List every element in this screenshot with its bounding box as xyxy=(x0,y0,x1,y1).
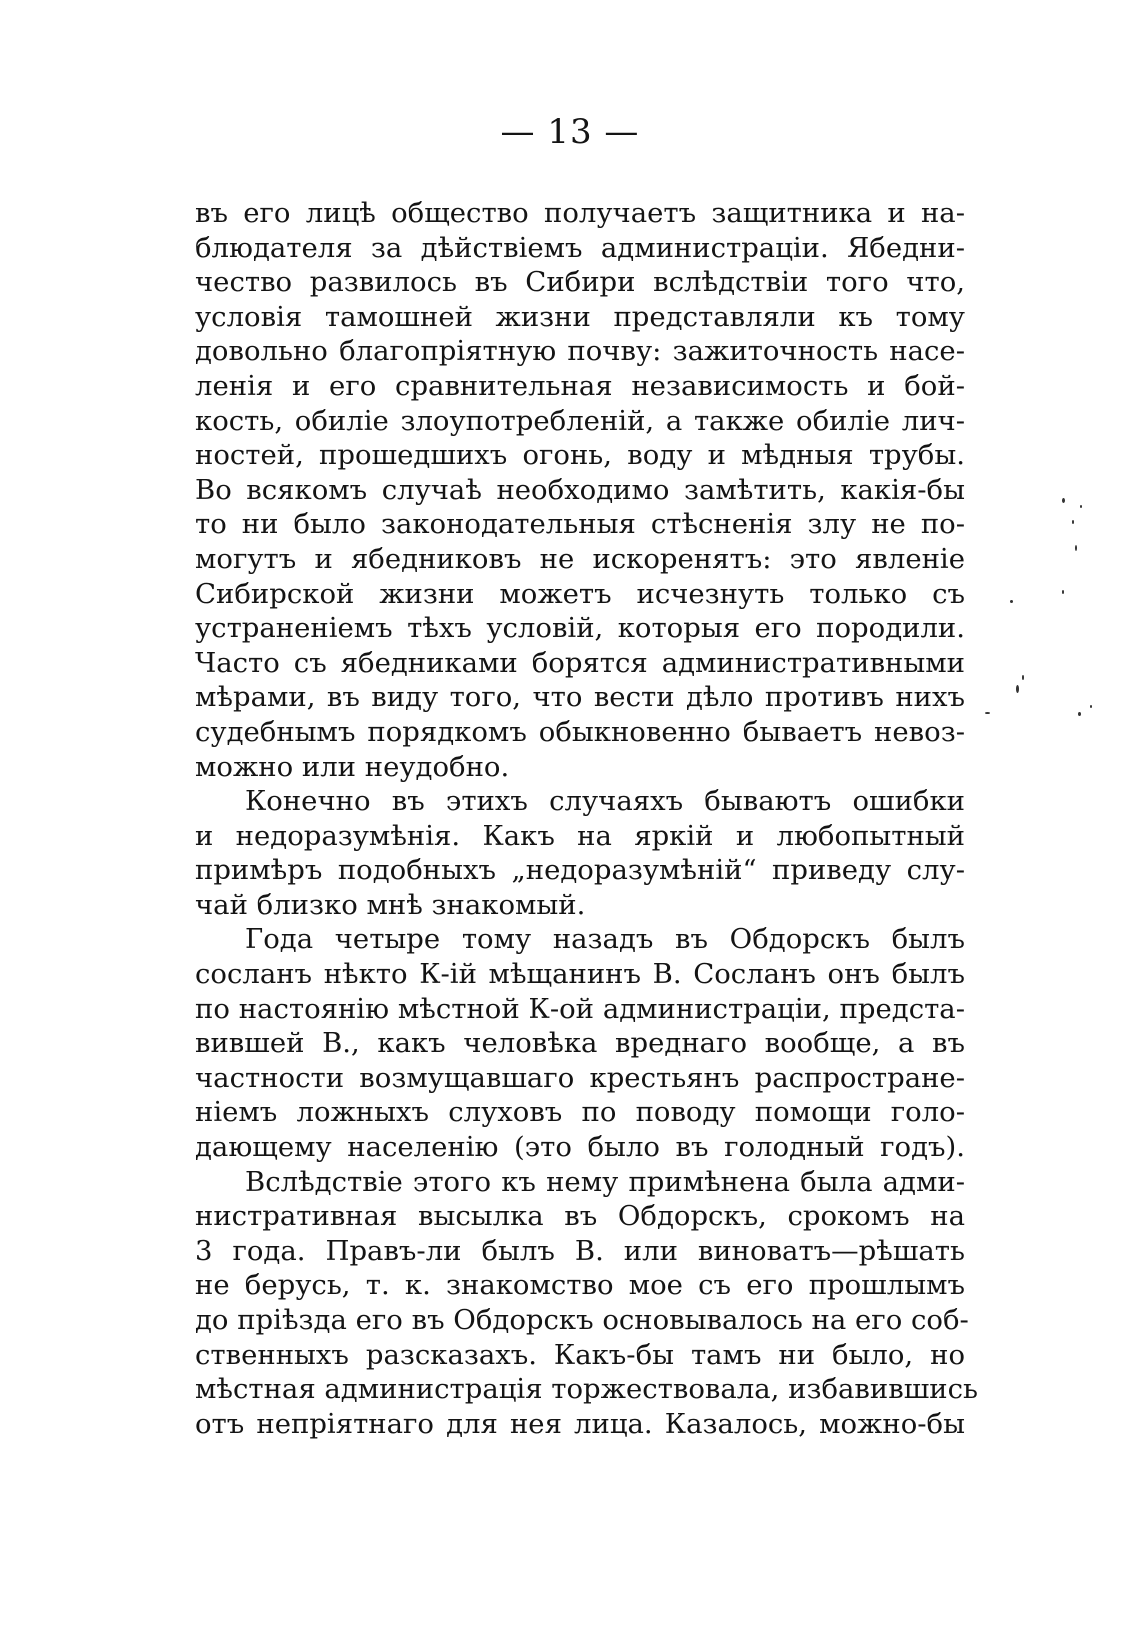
scan-speck xyxy=(1062,590,1064,594)
text-line: нистративная высылка въ Обдорскъ, срокомъ на xyxy=(195,1200,965,1233)
body-text xyxy=(195,196,978,1441)
text-line: Вслѣдствіе этого къ нему примѣнена была адми- xyxy=(245,1165,965,1198)
text-line: довольно благопріятную почву: зажиточность насе- xyxy=(195,335,965,368)
text-line: мѣстная администрація торжествовала, избавившись xyxy=(195,1373,978,1406)
text-line: Года четыре тому назадъ въ Обдорскъ былъ xyxy=(245,923,965,956)
text-line: отъ непріятнаго для нея лица. Казалось, можно-бы xyxy=(195,1407,965,1440)
text-line: кость, обиліе злоупотребленій, а также обиліе лич- xyxy=(195,404,965,437)
text-line: чай близко мнѣ знакомый. xyxy=(195,888,586,921)
text-line: Часто съ ябедниками борятся административными xyxy=(195,646,965,679)
text-line: примѣръ подобныхъ „недоразумѣній“ приведу слу- xyxy=(195,854,965,887)
text-line: устраненіемъ тѣхъ условій, которыя его породили. xyxy=(195,612,965,645)
text-line: по настоянію мѣстной К-ой администраціи, предста- xyxy=(195,992,965,1025)
scan-speck xyxy=(1078,712,1081,716)
text-line: ственныхъ разсказахъ. Какъ-бы тамъ ни было, но xyxy=(195,1338,965,1371)
text-line: и недоразумѣнія. Какъ на яркій и любопытный xyxy=(195,819,965,852)
scan-speck xyxy=(1080,505,1082,508)
text-line: Конечно въ этихъ случаяхъ бываютъ ошибки xyxy=(245,785,965,818)
text-line: Во всякомъ случаѣ необходимо замѣтить, какія-бы xyxy=(195,473,965,506)
text-line: сосланъ нѣкто К-ій мѣщанинъ В. Сосланъ онъ былъ xyxy=(195,958,965,991)
text-line: ніемъ ложныхъ слуховъ по поводу помощи голо- xyxy=(195,1096,965,1129)
text-line: въ его лицѣ общество получаетъ защитника и на- xyxy=(195,197,965,229)
text-line: вившей В., какъ человѣка вреднаго вообще, а въ xyxy=(195,1027,965,1060)
text-line: можно или неудобно. xyxy=(195,750,510,783)
text-line: до пріѣзда его въ Обдорскъ основывалось на его соб- xyxy=(195,1304,969,1336)
text-line: блюдателя за дѣйствіемъ администраціи. Ябедни- xyxy=(195,231,965,264)
scan-speck xyxy=(985,712,990,714)
scan-speck xyxy=(1016,685,1019,693)
text-line: то ни было законодательныя стѣсненія злу не по- xyxy=(195,508,965,541)
text-line: ностей, прошедшихъ огонь, воду и мѣдныя трубы. xyxy=(195,439,965,472)
scan-speck xyxy=(1090,705,1092,708)
text-line: мѣрами, въ виду того, что вести дѣло противъ нихъ xyxy=(195,681,965,714)
scan-speck xyxy=(1010,600,1013,603)
text-line: частности возмущавшаго крестьянъ распростране- xyxy=(195,1061,965,1094)
text-line: не берусь, т. к. знакомство мое съ его прошлымъ xyxy=(195,1269,965,1302)
text-line: дающему населенію (это было въ голодный годъ). xyxy=(195,1131,965,1164)
scan-speck xyxy=(1072,520,1074,524)
text-line: чество развилось въ Сибири вслѣдствіи того что, xyxy=(195,266,965,299)
scan-speck xyxy=(1075,545,1077,551)
text-line: ленія и его сравнительная независимость и бой- xyxy=(195,369,965,402)
scan-speck xyxy=(1062,498,1065,503)
text-line: 3 года. Правъ-ли былъ В. или виноватъ—рѣшать xyxy=(195,1234,965,1267)
text-line: Сибирской жизни можетъ исчезнуть только съ xyxy=(195,577,965,610)
text-line: могутъ и ябедниковъ не искоренятъ: это явленіе xyxy=(195,542,965,575)
scan-speck xyxy=(1022,675,1024,680)
page-number: — 13 — xyxy=(500,112,640,152)
text-line: судебнымъ порядкомъ обыкновенно бываетъ невоз- xyxy=(195,715,965,748)
text-line: условія тамошней жизни представляли къ тому xyxy=(195,300,965,333)
